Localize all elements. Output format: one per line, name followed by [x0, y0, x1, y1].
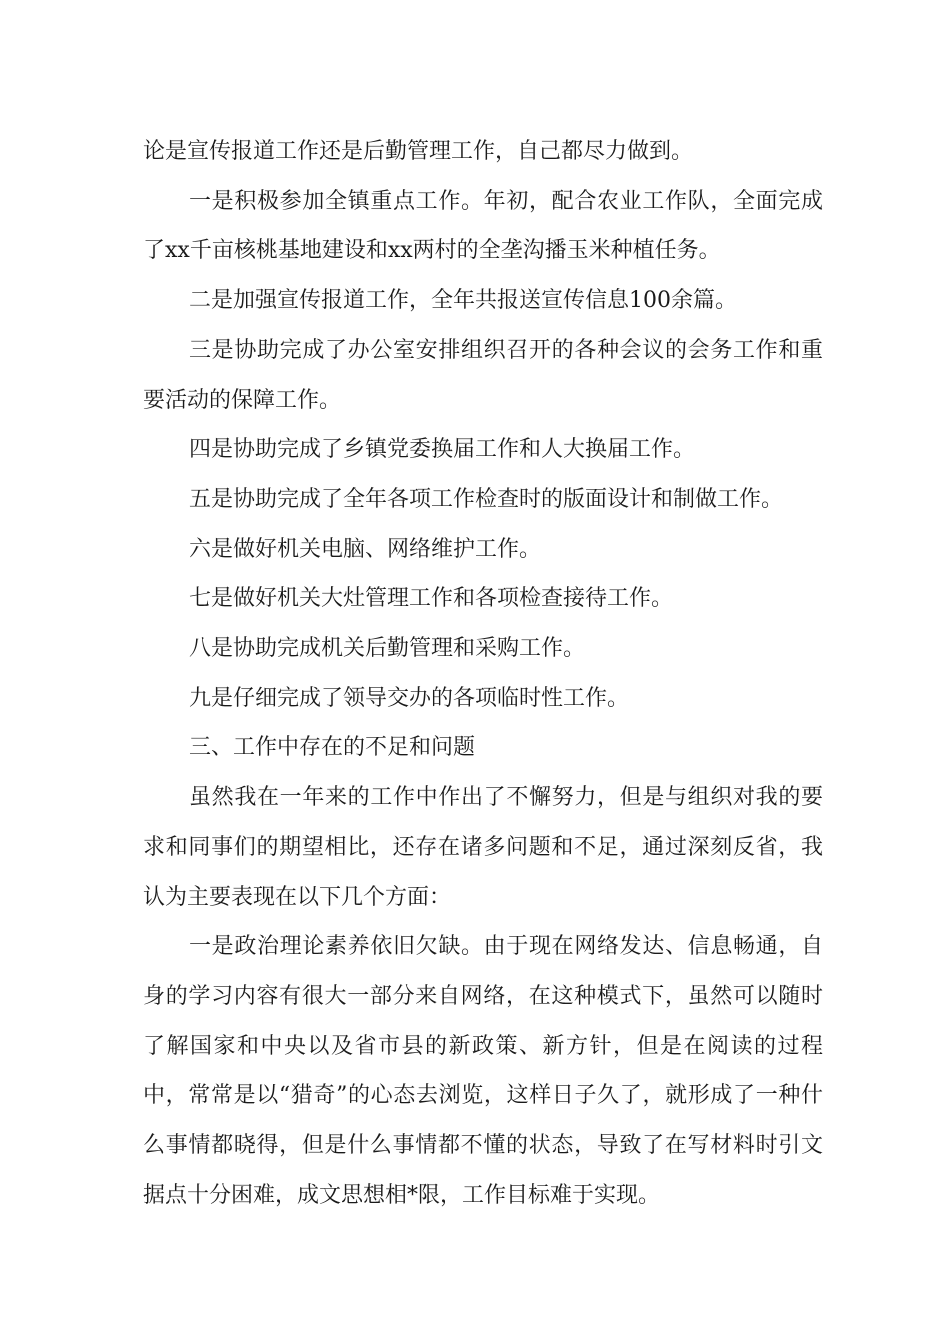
- paragraph-item-1: 一是积极参加全镇重点工作。年初，配合农业工作队，全面完成了xx千亩核桃基地建设和xx两村的全垄沟播玉米种植任务。: [143, 188, 823, 264]
- paragraph-item-6: 六是做好机关电脑、网络维护工作。: [189, 536, 542, 562]
- paragraph-item-3: 三是协助完成了办公室安排组织召开的各种会议的会务工作和重要活动的保障工作。: [143, 337, 823, 413]
- paragraph-item-4: 四是协助完成了乡镇党委换届工作和人大换届工作。: [189, 437, 696, 463]
- paragraph-item-7: 七是做好机关大灶管理工作和各项检查接待工作。: [189, 586, 674, 612]
- paragraph-continuation: 论是宣传报道工作还是后勤管理工作，自己都尽力做到。: [143, 139, 694, 164]
- paragraph-problem-1: 一是政治理论素养依旧欠缺。由于现在网络发达、信息畅通，自身的学习内容有很大一部分来自网络，在这种模式下，虽然可以随时了解国家和中央以及省市县的新政策、新方针，但是在阅读的过程中，常常是以“猎奇”的心态去浏览，这样日子久了，就形成了一种什么事情都晓得，但是什么事情都不懂的状态，导致了在写材料时引文据点十分困难，成文思想相*限，工作目标难于实现。: [143, 934, 823, 1208]
- paragraph-item-5: 五是协助完成了全年各项工作检查时的版面设计和制做工作。: [189, 486, 784, 512]
- document-body: [143, 127, 823, 1220]
- paragraph-item-2: 二是加强宣传报道工作，全年共报送宣传信息100余篇。: [189, 288, 737, 314]
- paragraph-item-8: 八是协助完成机关后勤管理和采购工作。: [189, 636, 586, 662]
- paragraph-intro: 虽然我在一年来的工作中作出了不懈努力，但是与组织对我的要求和同事们的期望相比，还存在诸多问题和不足，通过深刻反省，我认为主要表现在以下几个方面：: [143, 785, 823, 910]
- paragraph-item-9: 九是仔细完成了领导交办的各项临时性工作。: [189, 685, 630, 711]
- section-heading: 三、工作中存在的不足和问题: [189, 735, 476, 761]
